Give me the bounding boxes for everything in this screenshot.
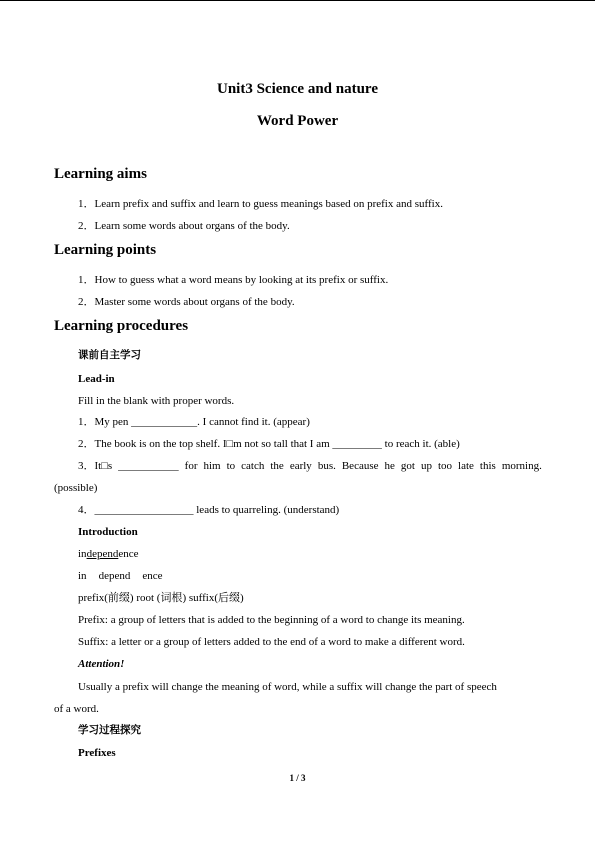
prefix-definition: Prefix: a group of letters that is added to the beginning of a word to change its meaning. [78, 614, 465, 626]
section-heading-points: Learning points [54, 242, 157, 258]
introduction-label: Introduction [78, 526, 138, 538]
page-number: 1 / 3 [289, 773, 306, 783]
exercise-question-3-continued: (possible) [54, 482, 98, 494]
example-word: independence [78, 548, 139, 560]
lead-in-label: Lead-in [78, 373, 115, 385]
section-heading-aims: Learning aims [54, 166, 147, 182]
word-parts-labels: prefix(前缀) root (词根) suffix(后缀) [78, 592, 244, 604]
word-breakdown: in depend ence [78, 570, 163, 582]
exercise-question-1: 1．My pen ____________. I cannot find it. (appear) [78, 416, 310, 428]
points-item-1: 1．How to guess what a word means by looking at its prefix or suffix. [78, 274, 389, 286]
prefixes-label: Prefixes [78, 747, 116, 759]
word-root-underlined: depend [86, 548, 119, 560]
process-label: 学习过程探究 [78, 724, 141, 736]
section-heading-procedures: Learning procedures [54, 318, 189, 334]
exercise-question-4: 4．__________________ leads to quarreling. (understand) [78, 504, 340, 516]
attention-text-line-2: of a word. [54, 703, 99, 715]
exercise-question-2: 2．The book is on the top shelf. I□m not so tall that I am _________ to reach it. (able) [78, 438, 460, 450]
header-rule [0, 0, 595, 1]
pre-study-label: 课前自主学习 [78, 349, 141, 361]
aims-item-1: 1．Learn prefix and suffix and learn to guess meanings based on prefix and suffix. [78, 198, 443, 210]
attention-label: Attention! [78, 658, 125, 670]
points-item-2: 2．Master some words about organs of the body. [78, 296, 295, 308]
lead-in-instruction: Fill in the blank with proper words. [78, 395, 235, 407]
attention-text-line-1: Usually a prefix will change the meaning of word, while a suffix will change the part of speech [78, 681, 497, 693]
document-title: Unit3 Science and nature [217, 81, 378, 97]
document-subtitle: Word Power [256, 113, 339, 129]
exercise-question-3: 3．It□s ___________ for him to catch the early bus. Because he got up too late this morning. [78, 460, 542, 472]
suffix-definition: Suffix: a letter or a group of letters added to the end of a word to make a different word. [78, 636, 465, 648]
aims-item-2: 2．Learn some words about organs of the body. [78, 220, 290, 232]
